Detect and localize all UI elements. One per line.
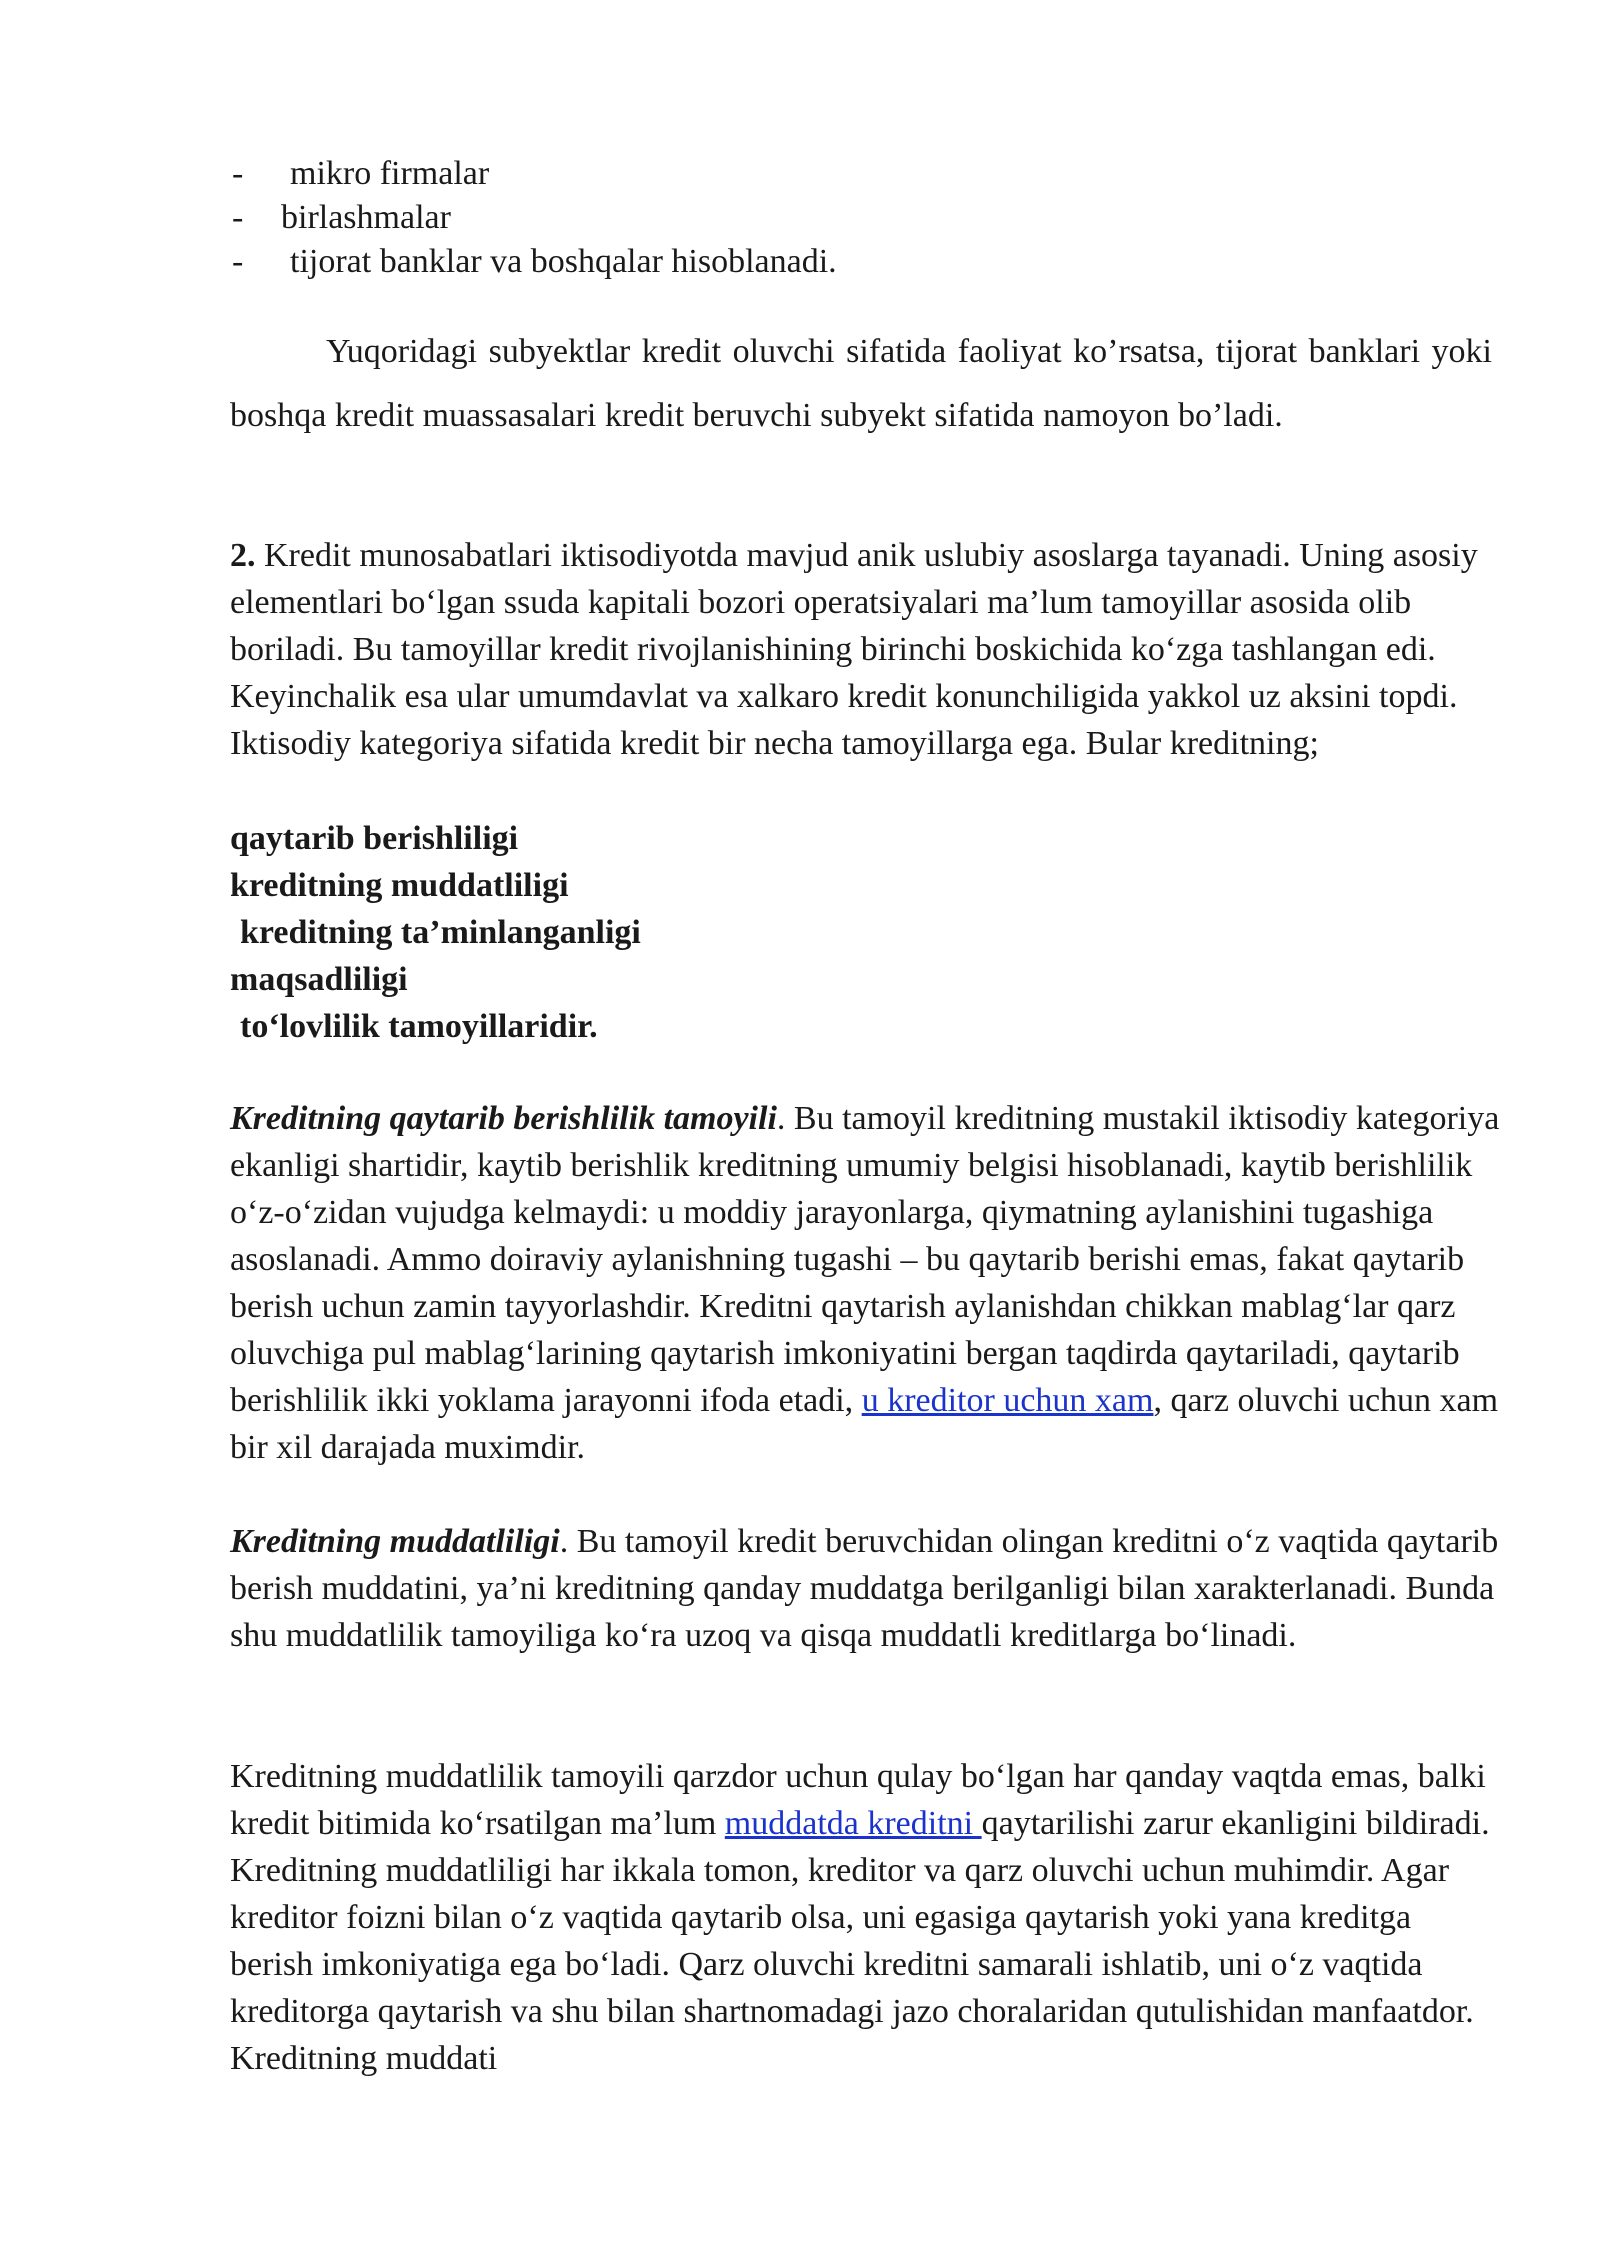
bullet-label: tijorat banklar va boshqalar hisoblanadi. <box>290 243 837 280</box>
bullet-item <box>232 240 837 284</box>
bullet-item <box>232 152 837 196</box>
paragraph-text: Kredit munosabatlari iktisodiyotda mavjud anik uslubiy asoslarga tayanadi. Uning asosiy elementlari bo‘lgan ssuda kapitali bozori operatsiyalari ma’lum tamoyillar asosida olib boriladi. Bu tamoyillar kredit rivojlanishining birinchi boskichida ko‘zga tashlangan edi. Keyinchalik esa ular umumdavlat va xalkaro kredit konunchiligida yakkol uz aksini topdi. Iktisodiy kategoriya sifatida kredit bir necha tamoyillarga ega. Bular kreditning; <box>230 537 1478 762</box>
bullet-dash: - <box>232 243 244 280</box>
paragraph-number: 2. <box>230 537 256 574</box>
bullet-label: mikro firmalar <box>290 155 490 192</box>
section-heading: Kreditning muddatliligi <box>230 1523 560 1560</box>
principle-item: maqsadliligi <box>230 961 408 998</box>
principle-item: kreditning muddatliligi <box>230 867 569 904</box>
paragraph-principles-intro <box>230 532 1500 767</box>
paragraph-text: Kreditning muddatlilik tamoyili qarzdor uchun qulay bo‘lgan har qanday vaqtda emas, balki kredit bitimida ko‘rsatilgan ma’lum <box>230 1758 1486 1842</box>
paragraph-text: . Bu tamoyil kreditning mustakil iktisodiy kategoriya ekanligi shartidir, kaytib berishlik kreditning umumiy belgisi hisoblanadi, kaytib berishlilik o‘z-o‘zidan vujudga kelmaydi: u moddiy jarayonlarga, qiymatning aylanishini tugashiga asoslanadi. Ammo doiraviy aylanishning tugashi – bu qaytarib berishi emas, fakat qaytarib berish uchun zamin tayyorlashdir. Kreditni qaytarish aylanishdan chikkan mablag‘lar qarz oluvchiga pul mablag‘larining qaytarish imkoniyatini bergan taqdirda qaytariladi, qaytarib berishlilik ikki yoklama jarayonni ifoda etadi, <box>230 1100 1500 1419</box>
paragraph-term-details <box>230 1753 1500 2082</box>
inline-link[interactable]: muddatda kreditni <box>724 1805 982 1842</box>
paragraph-repayment <box>230 1095 1500 1471</box>
section-heading: Kreditning qaytarib berishlilik tamoyili <box>230 1100 777 1137</box>
paragraph-term <box>230 1518 1500 1659</box>
paragraph-text: . Bu tamoyil kredit beruvchidan olingan kreditni o‘z vaqtida qaytarib berish muddatini, ya’ni kreditning qanday muddatga berilganligi bilan xarakterlanadi. Bunda shu muddatlilik tamoyiliga ko‘ra uzoq va qisqa muddatli kreditlarga bo‘linadi. <box>230 1523 1499 1654</box>
bullet-dash: - <box>232 199 244 236</box>
paragraph-subjects: Yuqoridagi subyektlar kredit oluvchi sifatida faoliyat ko’rsatsa, tijorat banklari yoki boshqa kredit muassasalari kredit beruvchi subyekt sifatida namoyon bo’ladi. <box>230 333 1492 434</box>
bullet-dash: - <box>232 155 244 192</box>
bullet-list <box>232 152 837 284</box>
paragraph-text: , qarz oluvchi uchun xam bir xil darajada muximdir. <box>230 1382 1499 1466</box>
principle-item: kreditning ta’minlanganligi <box>240 914 641 951</box>
bullet-item <box>232 196 837 240</box>
inline-link[interactable]: u kreditor uchun xam <box>861 1382 1154 1419</box>
principle-item: to‘lovlilik tamoyillaridir. <box>240 1008 598 1045</box>
bullet-label: birlashmalar <box>281 199 451 236</box>
principle-item: qaytarib berishliligi <box>230 820 519 857</box>
paragraph-text: qaytarilishi zarur ekanligini bildiradi. Kreditning muddatliligi har ikkala tomon, kreditor va qarz oluvchi uchun muhimdir. Agar kreditor foizni bilan o‘z vaqtida qaytarib olsa, uni egasiga qaytarish yoki yana kreditga berish imkoniyatiga ega bo‘ladi. Qarz oluvchi kreditni samarali ishlatib, uni o‘z vaqtida kreditorga qaytarish va shu bilan shartnomadagi jazo choralaridan qutulishidan manfaatdor. Kreditning muddati <box>230 1805 1490 2077</box>
principles-list <box>230 815 641 1050</box>
